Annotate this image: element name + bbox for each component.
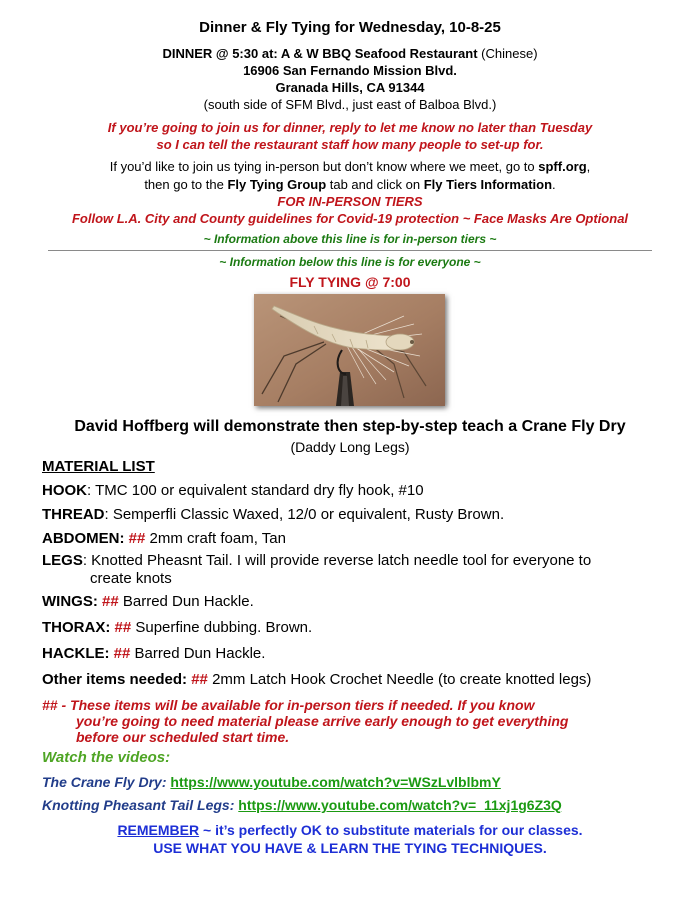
dinner-city: Granada Hills, CA 91344 — [275, 80, 425, 95]
availability-note — [42, 697, 662, 745]
material-text: 2mm craft foam, Tan — [145, 530, 286, 547]
demo-title: David Hoffberg will demonstrate then step-by-step teach a Crane Fly Dry — [74, 418, 626, 435]
material-text-cont: create knots — [90, 570, 172, 587]
page-title: Dinner & Fly Tying for Wednesday, 10-8-25 — [199, 19, 501, 36]
dinner-details — [0, 45, 700, 113]
location-period: . — [552, 177, 556, 192]
location-then: then go to the — [144, 177, 228, 192]
material-label: HOOK — [42, 482, 87, 499]
material-label: THREAD — [42, 506, 105, 523]
material-item-abdomen: ABDOMEN: ## 2mm craft foam, Tan — [42, 530, 286, 547]
note-line-3: before our scheduled start time. — [76, 729, 290, 745]
video-link[interactable]: https://www.youtube.com/watch?v=WSzLvlblbmY — [170, 774, 501, 790]
remember-text: ~ it’s perfectly OK to substitute materials for our classes. — [199, 822, 583, 838]
material-label: LEGS — [42, 552, 83, 569]
dinner-street: 16906 San Fernando Mission Blvd. — [243, 63, 457, 78]
remember-note — [0, 822, 700, 838]
material-text: 2mm Latch Hook Crochet Needle (to create knotted legs) — [207, 671, 592, 688]
rsvp-line-1: If you’re going to join us for dinner, reply to let me know no later than Tuesday — [107, 120, 593, 135]
crane-fly-photo — [254, 294, 445, 406]
section-divider — [48, 250, 652, 251]
material-label: HACKLE — [42, 645, 105, 662]
fly-tying-time: FLY TYING @ 7:00 — [289, 274, 411, 290]
dinner-cuisine: (Chinese) — [477, 46, 538, 61]
location-info — [0, 158, 700, 194]
location-comma: , — [586, 159, 591, 174]
material-label: ABDOMEN — [42, 530, 120, 547]
note-line-1: These items will be available for in-person tiers if needed. If you know — [70, 697, 535, 713]
material-text: Barred Dun Hackle. — [118, 593, 254, 610]
available-marker: ## — [191, 671, 208, 688]
above-line-note: ~ Information above this line is for in-person tiers ~ — [203, 232, 497, 246]
rsvp-line-2: so I can tell the restaurant staff how many people to set-up for. — [156, 137, 544, 152]
available-marker: ## — [128, 530, 146, 547]
spff-link[interactable]: spff.org — [538, 159, 587, 174]
material-text: : Knotted Pheasnt Tail. I will provide reverse latch needle tool for everyone to — [82, 552, 592, 569]
video-label: The Crane Fly Dry — [42, 774, 162, 790]
material-text: : TMC 100 or equivalent standard dry fly hook, #10 — [87, 482, 424, 499]
material-label: Other items needed — [42, 671, 183, 688]
dinner-directions: (south side of SFM Blvd., just east of Balboa Blvd.) — [203, 97, 497, 112]
material-item-legs — [42, 552, 662, 588]
rsvp-notice — [0, 119, 700, 153]
fly-tying-group-tab: Fly Tying Group — [227, 177, 327, 192]
material-item-hackle: HACKLE: ## Barred Dun Hackle. — [42, 645, 266, 662]
watch-videos-heading: Watch the videos: — [42, 749, 171, 766]
fly-tiers-information-link: Fly Tiers Information — [423, 177, 553, 192]
dinner-label: DINNER @ 5:30 at: A & W BBQ Seafood Restaurant — [162, 46, 478, 61]
in-person-heading: FOR IN-PERSON TIERS — [277, 194, 423, 209]
below-line-note: ~ Information below this line is for everyone ~ — [219, 255, 481, 269]
note-line-2: you’re going to need material please arrive early enough to get everything — [76, 713, 569, 729]
video-link[interactable]: https://www.youtube.com/watch?v=_11xj1g6Z3Q — [238, 797, 562, 813]
material-item-thread — [42, 506, 662, 524]
material-item-hook — [42, 482, 662, 500]
location-tab-click: tab and click on — [326, 177, 424, 192]
material-label: WINGS — [42, 593, 93, 610]
location-intro: If you’d like to join us tying in-person but don’t know where we meet, go to — [109, 159, 539, 174]
use-what-you-have: USE WHAT YOU HAVE & LEARN THE TYING TECHNIQUES. — [153, 840, 547, 856]
available-marker: ## — [102, 593, 119, 610]
crane-fly-image — [254, 294, 445, 406]
covid-notice: Follow L.A. City and County guidelines for Covid-19 protection ~ Face Masks Are Optional — [71, 211, 629, 226]
video-label: Knotting Pheasant Tail Legs — [42, 797, 230, 813]
material-item-thorax: THORAX: ## Superfine dubbing. Brown. — [42, 619, 313, 636]
video-item: The Crane Fly Dry: https://www.youtube.com/watch?v=WSzLvlblbmY — [42, 774, 501, 790]
available-marker: ## — [113, 645, 131, 662]
demo-subtitle: (Daddy Long Legs) — [290, 439, 410, 455]
note-marker: ## - — [42, 697, 71, 713]
material-item-wings: WINGS: ## Barred Dun Hackle. — [42, 593, 254, 610]
available-marker: ## — [114, 619, 132, 636]
material-text: : Semperfli Classic Waxed, 12/0 or equivalent, Rusty Brown. — [104, 506, 505, 523]
material-text: Superfine dubbing. Brown. — [131, 619, 313, 636]
material-item-other: Other items needed: ## 2mm Latch Hook Crochet Needle (to create knotted legs) — [42, 671, 592, 688]
material-list-heading: MATERIAL LIST — [42, 458, 155, 475]
material-label: THORAX — [42, 619, 106, 636]
remember-label: REMEMBER — [117, 822, 200, 838]
material-text: Barred Dun Hackle. — [130, 645, 266, 662]
video-item: Knotting Pheasant Tail Legs: https://www.youtube.com/watch?v=_11xj1g6Z3Q — [42, 797, 562, 813]
